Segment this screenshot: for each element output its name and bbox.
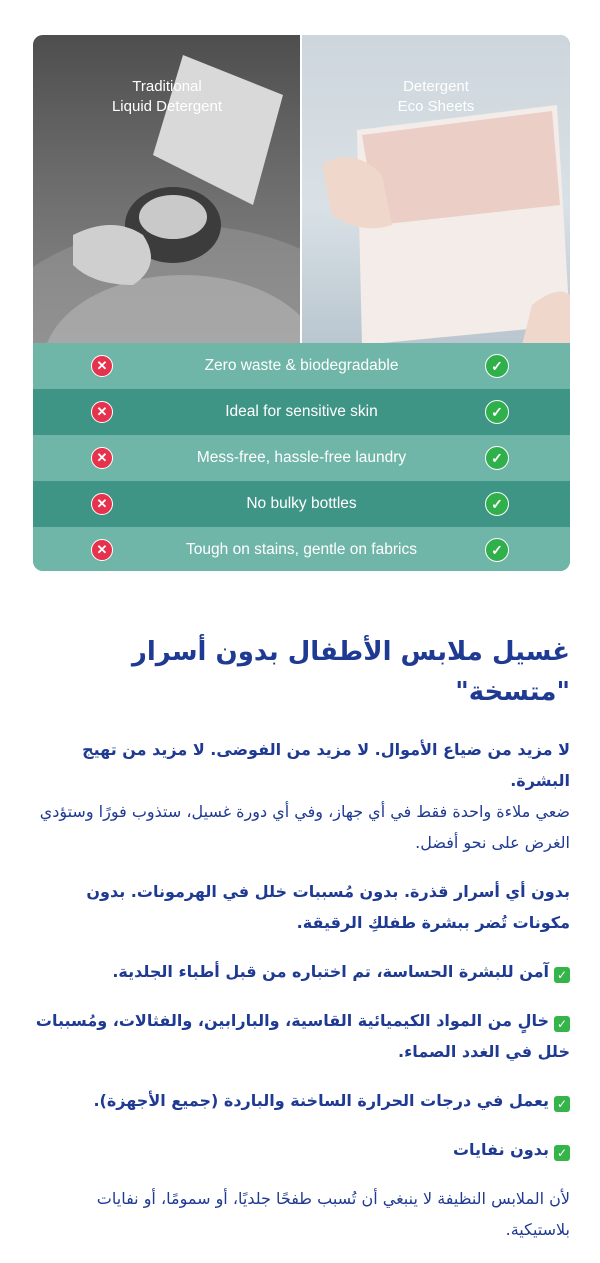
check-box-icon: ✓ [554, 1016, 570, 1032]
liquid-detergent-photo [33, 35, 301, 345]
check-icon: ✓ [485, 538, 509, 562]
eco-sheets-label-line-2: Eco Sheets [397, 98, 475, 115]
comparison-row [33, 435, 570, 481]
check-box-icon: ✓ [554, 967, 570, 983]
cross-icon: ✕ [91, 401, 113, 423]
feature-label: Mess-free, hassle-free laundry [196, 449, 407, 466]
check-icon: ✓ [485, 492, 509, 516]
cross-icon: ✕ [91, 355, 113, 377]
eco-sheets-label [302, 77, 570, 117]
comparison-image [33, 35, 570, 571]
benefit-item [30, 1134, 570, 1165]
feature-label: Zero waste & biodegradable [204, 357, 399, 374]
benefit-item [30, 1005, 570, 1067]
check-icon: ✓ [485, 400, 509, 424]
benefit-item [30, 1085, 570, 1116]
product-description [30, 632, 570, 1245]
benefit-text: خالٍ من المواد الكيميائية القاسية، والبارابين، والفثالات، ومُسببات خلل في الغدد الصماء. [35, 1011, 570, 1061]
comparison-row [33, 527, 570, 571]
comparison-row [33, 389, 570, 435]
check-icon: ✓ [485, 446, 509, 470]
feature-label: Ideal for sensitive skin [225, 403, 378, 420]
intro-text: ضعي ملاءة واحدة فقط في أي جهاز، وفي أي دورة غسيل، ستذوب فورًا وستؤدي الغرض على نحو أفضل. [39, 802, 570, 852]
check-icon: ✓ [485, 354, 509, 378]
cross-icon: ✕ [91, 539, 113, 561]
cross-icon: ✕ [91, 447, 113, 469]
feature-label: No bulky bottles [246, 495, 357, 512]
check-box-icon: ✓ [554, 1145, 570, 1161]
feature-label: Tough on stains, gentle on fabrics [186, 541, 417, 558]
traditional-label-line-1: Traditional [132, 78, 202, 95]
comparison-row [33, 343, 570, 389]
closing-text: لأن الملابس النظيفة لا ينبغي أن تُسبب طفحًا جلديًا، أو سمومًا، أو نفايات بلاستيكية. [96, 1189, 570, 1239]
benefit-text: آمن للبشرة الحساسة، تم اختباره من قبل أطباء الجلدية. [112, 962, 549, 981]
eco-sheets-photo [302, 35, 570, 345]
traditional-label-line-2: Liquid Detergent [111, 98, 223, 115]
benefit-text: بدون نفايات [452, 1140, 549, 1159]
cross-icon: ✕ [91, 493, 113, 515]
intro-bold: لا مزيد من ضياع الأموال. لا مزيد من الفوضى. لا مزيد من تهيج البشرة. [82, 740, 570, 790]
comparison-row [33, 481, 570, 527]
no-secrets-text: بدون أي أسرار قذرة. بدون مُسببات خلل في الهرمونات. بدون مكونات تُضر ببشرة طفلكِ الرقيقة. [86, 882, 570, 932]
benefit-item [30, 956, 570, 987]
comparison-table [33, 343, 570, 571]
eco-sheets-label-line-1: Detergent [403, 78, 469, 95]
benefit-text: يعمل في درجات الحرارة الساخنة والباردة (جميع الأجهزة). [93, 1091, 549, 1110]
page-title: غسيل ملابس الأطفال بدون أسرار "متسخة" [131, 637, 570, 707]
check-box-icon: ✓ [554, 1096, 570, 1112]
traditional-label [33, 77, 301, 117]
